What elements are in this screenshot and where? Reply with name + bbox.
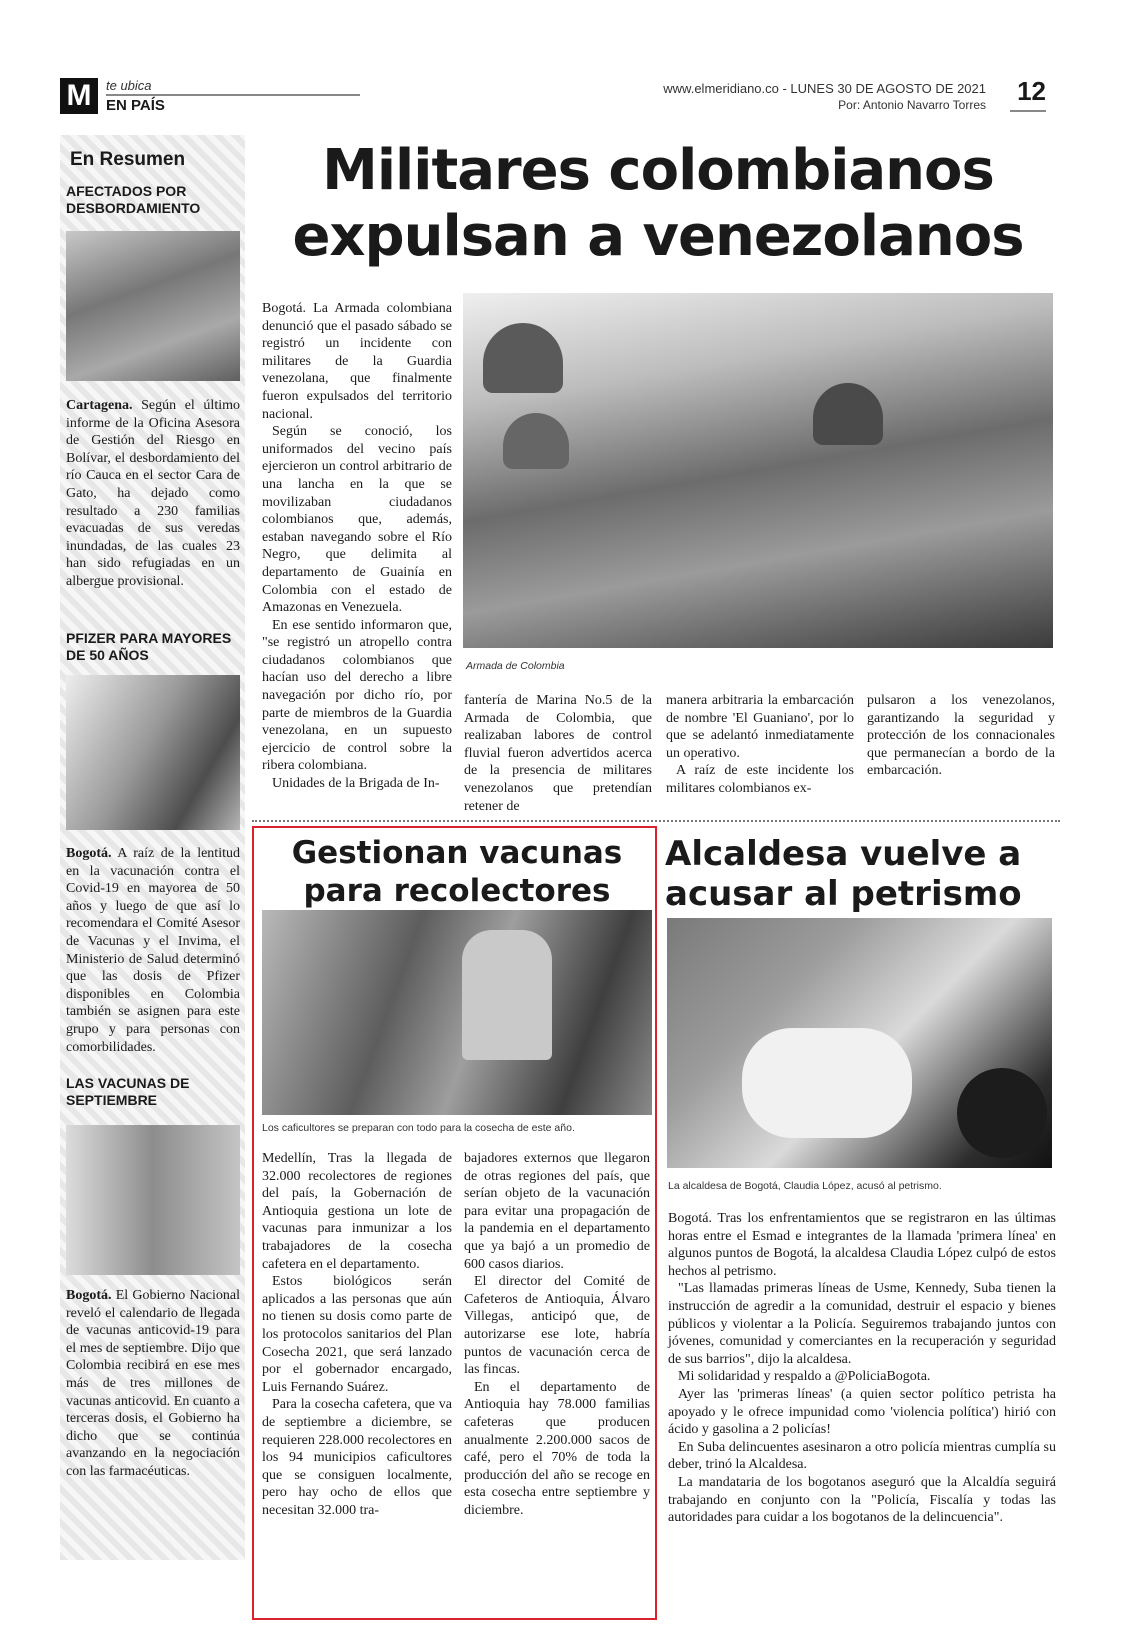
vaccine-paragraph: El director del Comité de Cafeteros de Antioquia, Álvaro Villegas, anticipó que, de autorizarse ese lote, habría puntos de vacunación cerca de las fincas. (464, 1274, 650, 1378)
flood-photo (66, 231, 240, 381)
summary-title-2: PFIZER PARA MAYORES DE 50 AÑOS (66, 630, 232, 663)
main-paragraph: Según se conoció, los uniformados del vecino país ejercieron un control arbitrario de una lancha en la que se movilizaban ciudadanos colombianos que, además, estaban navegando sobre el Río Negro, que delimita al departamento de Guainía en Colombia con el estado de Amazonas en Venezuela. (262, 424, 452, 616)
section-tag: te ubica (106, 78, 152, 93)
site-date: www.elmeridiano.co - LUNES 30 DE AGOSTO DE 2021 (663, 81, 986, 96)
vaccine-photo-caption: Los caficultores se preparan con todo para la cosecha de este año. (262, 1122, 575, 1134)
navy-soldiers-photo (463, 293, 1053, 648)
vaccine-paragraph: bajadores externos que llegaron de otras regiones del país, que serían objeto de la vacunación para evitar una propagación de la pandemia en el departamento que ya bajó a un promedio de 600 casos diarios. (464, 1151, 650, 1272)
mayor-story-body (668, 1210, 1056, 1527)
vaccine-delivery-photo (66, 1125, 240, 1275)
summary-body-3: Bogotá. El Gobierno Nacional reveló el calendario de llegada de vacunas anticovid-19 para el mes de septiembre. Dijo que Colombia recibirá en ese mes más de tres millones de vacunas anticovid. En cuanto a terceras dosis, el Gobierno ha dicho que se continúa avanzando en la negociación con las farmacéuticas. (66, 1288, 240, 1479)
section-name: EN PAÍS (106, 97, 165, 114)
summary-title-1: AFECTADOS POR DESBORDAMIENTO (66, 183, 201, 216)
summary-body-2: Bogotá. A raíz de la lentitud en la vacunación contra el Covid-19 en mayorea de 50 años y luego de que así lo recomendara el Comité Asesor de Vacunas y el Invima, el Ministerio de Salud determinó que las dosis de Pfizer disponibles en Colombia también se asignen para este grupo y para personas con comorbilidades. (66, 846, 240, 1055)
byline: Por: Antonio Navarro Torres (838, 98, 986, 112)
logo-mark: M (60, 78, 98, 114)
page-number-rule (1010, 110, 1046, 112)
helmet-shape (813, 383, 883, 445)
main-story-col-3 (666, 692, 854, 798)
main-paragraph: manera arbitraria la embarcación de nombre 'El Guaniano', por lo que se adelantó inmediatamente un operativo. (666, 693, 854, 761)
mayor-headline-line-1: Alcaldesa vuelve a (665, 834, 1022, 874)
section-divider (252, 820, 1060, 822)
main-paragraph: A raíz de este incidente los militares colombianos ex- (666, 763, 854, 796)
main-story-col-4 (867, 692, 1055, 780)
mayor-photo (667, 918, 1052, 1168)
vaccine-paragraph: Para la cosecha cafetera, que va de septiembre a diciembre, se requieren 228.000 recolectores en los 94 municipios caficultores que se consiguen localmente, pero hay ocho de ellos que necesitan 32.000 tra- (262, 1397, 452, 1518)
coffee-pickers-photo (262, 910, 652, 1115)
main-paragraph: fantería de Marina No.5 de la Armada de Colombia, que realizaban labores de control fluvial fueron advertidos acerca de la presencia de militares venezolanos que pretendían retener de (464, 693, 652, 814)
mayor-photo-caption: La alcaldesa de Bogotá, Claudia López, acusó al petrismo. (668, 1180, 942, 1192)
mayor-headline (665, 834, 1060, 914)
vaccine-headline-line-1: Gestionan vacunas (291, 835, 623, 871)
main-headline (258, 138, 1058, 270)
masthead (60, 78, 1060, 118)
mayor-paragraph: Bogotá. Tras los enfrentamientos que se registraron en las últimas horas entre el Esmad e integrantes de la llamada 'primera línea' en algunos puntos de Bogotá, la alcaldesa Claudia López culpó de estos hechos al petrismo. (668, 1211, 1056, 1279)
main-story-col-1 (262, 300, 452, 793)
vaccination-photo (66, 675, 240, 830)
section-tag-rule (106, 94, 360, 96)
vaccine-paragraph: Medellín, Tras la llegada de 32.000 recolectores de regiones del país, la Gobernación de Antioquia gestiona un lote de vacunas para inmunizar a los trabajadores de la cosecha cafetera en el departamento. (262, 1151, 452, 1272)
vaccine-story-col-2 (464, 1150, 650, 1519)
summary-sidebar (60, 135, 245, 1560)
main-paragraph: En ese sentido informaron que, "se registró un atropello contra ciudadanos colombianos que hacían uso del derecho a libre navegación por dicho río, por parte de miembros de la Guardia venezolana, en un supuesto ejercicio de control sobre la ribera colombiana. (262, 617, 452, 774)
page-number: 12 (1017, 76, 1046, 106)
summary-title-3: LAS VACUNAS DE SEPTIEMBRE (66, 1075, 190, 1108)
mayor-paragraph: "Las llamadas primeras líneas de Usme, Kennedy, Suba tienen la instrucción de agredir a la comunidad, destruir el espacio y bienes públicos y violentar a la Policía. Seguiremos trabajando juntos con jóvenes, comunidad y comerciantes en la recuperación y seguridad de sus barrios", dijo la alcaldesa. (668, 1281, 1056, 1367)
summary-heading: En Resumen (70, 149, 186, 170)
helmet-shape (483, 323, 563, 393)
main-paragraph: pulsaron a los venezolanos, garantizando la seguridad y protección de los connacionales que permanecían a bordo de la embarcación. (867, 693, 1055, 779)
vaccine-paragraph: En el departamento de Antioquia hay 78.000 familias cafeteras que producen anualmente 2.200.000 sacos de café, pero el 70% de toda la producción del año se recoge en esta cosecha entre septiembre y diciembre. (464, 1379, 650, 1518)
main-headline-line-1: Militares colombianos (322, 138, 994, 203)
vaccine-headline-line-2: para recolectores (303, 873, 611, 909)
microphone-shape (957, 1068, 1047, 1158)
main-headline-line-2: expulsan a venezolanos (292, 204, 1024, 269)
helmet-shape (503, 413, 569, 469)
summary-body-1: Cartagena. Según el último informe de la Oficina Asesora de Gestión del Riesgo en Bolívar, el desbordamiento del río Cauca en el sector Cara de Gato, ha dejado como resultado a 230 familias evacuadas de sus veredas inundadas, de las cuales 23 han sido refugiadas en un albergue provisional. (66, 398, 240, 589)
mayor-paragraph: Mi solidaridad y respaldo a @PoliciaBogota. (678, 1369, 931, 1385)
mayor-paragraph: La mandataria de los bogotanos aseguró que la Alcaldía seguirá trabajando en conjunto con la "Policía, Fiscalía y todas las autoridades para cuidar a los bogotanos de la delincuencia". (668, 1474, 1056, 1526)
face-mask-shape (742, 1028, 912, 1138)
mayor-paragraph: Ayer las 'primeras líneas' (a quien sector político petrista ha apoyado y le ofrece impunidad como 'violencia política') hirió con ácido y gasolina a 2 policías! (668, 1386, 1056, 1438)
main-paragraph: Bogotá. La Armada colombiana denunció que el pasado sábado se registró un incidente con militares de la Guardia venezolana, que finalmente fueron expulsados del territorio nacional. (262, 301, 452, 422)
main-photo-caption: Armada de Colombia (466, 660, 565, 672)
vaccine-story-col-1 (262, 1150, 452, 1519)
main-paragraph: Unidades de la Brigada de In- (272, 776, 440, 792)
mayor-headline-line-2: acusar al petrismo (665, 874, 1022, 914)
vaccine-headline (262, 834, 652, 910)
vaccine-paragraph: Estos biológicos serán aplicados a las personas que aún no tienen su dosis como parte de los protocolos sanitarios del Plan Cosecha 2021, que será lanzado por el gobernador encargado, Luis Fernando Suárez. (262, 1274, 452, 1395)
picker-figure (462, 930, 552, 1060)
main-story-col-2 (464, 692, 652, 815)
mayor-paragraph: En Suba delincuentes asesinaron a otro policía mientras cumplía su deber, trinó la Alcaldesa. (668, 1439, 1056, 1473)
